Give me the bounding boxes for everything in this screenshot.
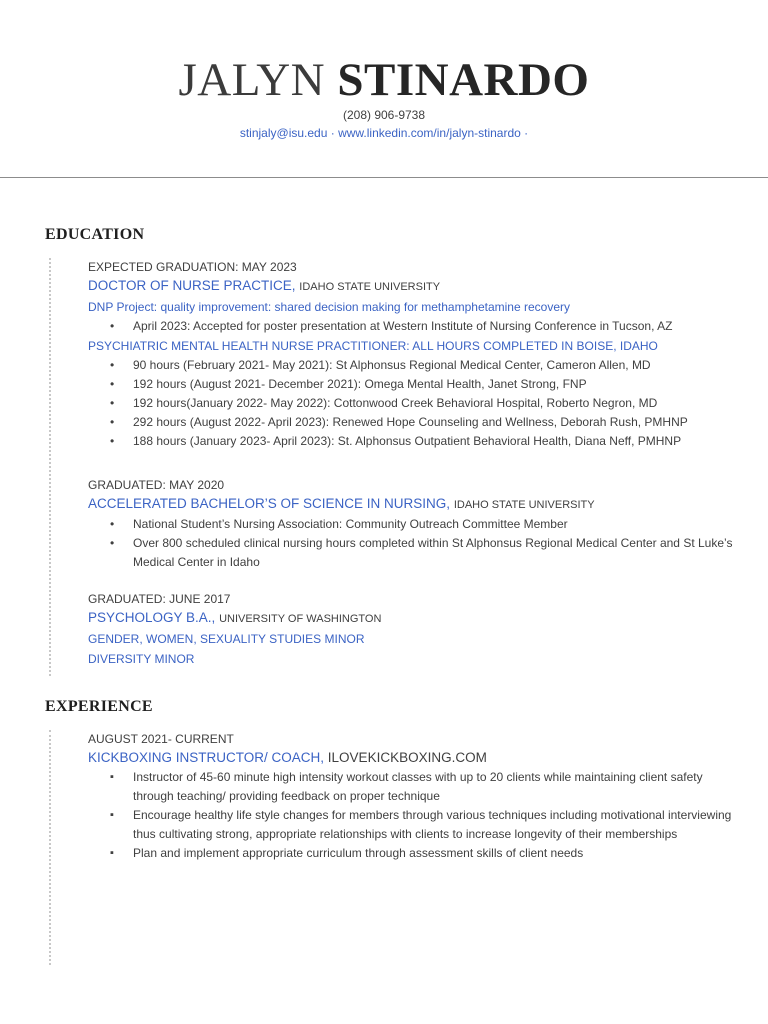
education-entry-psych xyxy=(88,590,738,669)
entry-date: AUGUST 2021- CURRENT xyxy=(88,732,234,746)
list-item: ▪ Instructor of 45-60 minute high intensity workout classes with up to 20 clients while maintaining client safety through teaching/ providing feedback on proper technique xyxy=(88,768,738,806)
minor-1: GENDER, WOMEN, SEXUALITY STUDIES MINOR xyxy=(88,632,365,646)
list-item: ▪ Plan and implement appropriate curriculum through assessment skills of client needs xyxy=(88,844,738,863)
candidate-name xyxy=(0,52,768,108)
list-item: • 188 hours (January 2023- April 2023): St. Alphonsus Outpatient Behavioral Health, Diana Neff, PMHNP xyxy=(88,432,738,451)
degree-title xyxy=(88,276,738,297)
resume-header xyxy=(0,0,768,178)
education-entry-dnp xyxy=(88,258,738,451)
list-item: • Over 800 scheduled clinical nursing hours completed within St Alphonsus Regional Medical Center and St Luke’s Medical Center in Idaho xyxy=(88,534,738,572)
degree-name: ACCELERATED BACHELOR’S OF SCIENCE IN NURSING, xyxy=(88,496,451,511)
school-name: IDAHO STATE UNIVERSITY xyxy=(299,281,441,293)
organization-name: ILOVEKICKBOXING.COM xyxy=(327,750,487,765)
degree-title xyxy=(88,494,738,515)
degree-name: PSYCHOLOGY B.A., xyxy=(88,610,216,625)
experience-entry-kickboxing xyxy=(88,730,738,863)
entry-date: EXPECTED GRADUATION: MAY 2023 xyxy=(88,260,297,274)
clinical-hours-list xyxy=(88,356,738,451)
school-name: IDAHO STATE UNIVERSITY xyxy=(453,499,595,511)
list-item: • National Student’s Nursing Association: Community Outreach Committee Member xyxy=(88,515,738,534)
list-item: • 90 hours (February 2021- May 2021): St Alphonsus Regional Medical Center, Cameron Allen, MD xyxy=(88,356,738,375)
last-name: STINARDO xyxy=(337,54,590,106)
experience-bullets xyxy=(88,768,738,863)
bsn-bullets xyxy=(88,515,738,572)
education-entry-bsn xyxy=(88,476,738,572)
role-title xyxy=(88,748,738,768)
first-name: JALYN xyxy=(178,54,326,106)
role-name: KICKBOXING INSTRUCTOR/ COACH, xyxy=(88,750,325,765)
list-item: • 292 hours (August 2022- April 2023): Renewed Hope Counseling and Wellness, Deborah Rush, PMHNP xyxy=(88,413,738,432)
list-item: ▪ Encourage healthy life style changes for members through various techniques including motivational interviewing thus cultivating strong, appropriate relationships with clients to increase longevity of their memberships xyxy=(88,806,738,844)
experience-rail xyxy=(49,730,51,965)
phone-number: (208) 906-9738 xyxy=(342,108,426,122)
list-item: • 192 hours(January 2022- May 2022): Cottonwood Creek Behavioral Hospital, Roberto Negron, MD xyxy=(88,394,738,413)
degree-name: DOCTOR OF NURSE PRACTICE, xyxy=(88,278,296,293)
degree-title xyxy=(88,608,738,629)
pmhnp-subheading: PSYCHIATRIC MENTAL HEALTH NURSE PRACTITIONER: ALL HOURS COMPLETED IN BOISE, IDAHO xyxy=(88,339,658,353)
minor-2: DIVERSITY MINOR xyxy=(88,652,195,666)
experience-heading: EXPERIENCE xyxy=(45,698,153,715)
contact-links[interactable]: stinjaly@isu.edu · www.linkedin.com/in/jalyn-stinardo · xyxy=(239,126,529,140)
list-item: • April 2023: Accepted for poster presentation at Western Institute of Nursing Conference in Tucson, AZ xyxy=(88,317,738,336)
project-bullets xyxy=(88,317,738,336)
entry-date: GRADUATED: MAY 2020 xyxy=(88,478,225,492)
entry-date: GRADUATED: JUNE 2017 xyxy=(88,592,231,606)
education-rail xyxy=(49,258,51,676)
education-heading: EDUCATION xyxy=(45,226,145,243)
project-title: DNP Project: quality improvement: shared decision making for methamphetamine recovery xyxy=(88,300,570,314)
list-item: • 192 hours (August 2021- December 2021): Omega Mental Health, Janet Strong, FNP xyxy=(88,375,738,394)
school-name: UNIVERSITY OF WASHINGTON xyxy=(219,613,382,625)
